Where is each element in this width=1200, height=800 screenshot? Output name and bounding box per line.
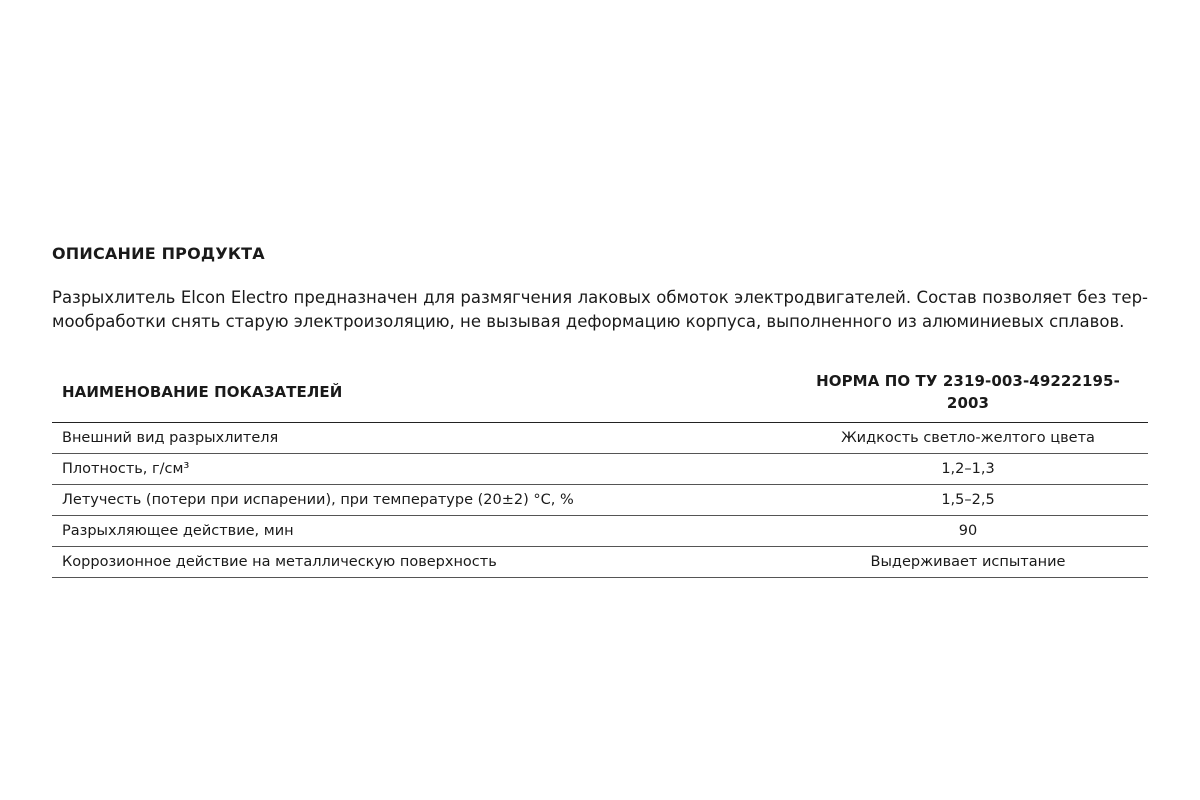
cell-norm-value: 1,5–2,5 [788,485,1148,516]
cell-norm-value: 90 [788,516,1148,547]
table-header-row [52,370,1148,423]
cell-indicator-name: Плотность, г/см³ [52,454,788,485]
product-description-section [52,240,1148,578]
table-row [52,423,1148,454]
cell-indicator-name: Внешний вид разрыхлителя [52,423,788,454]
table-row [52,485,1148,516]
cell-indicator-name: Летучесть (потери при испарении), при температуре (20±2) °С, % [52,485,788,516]
table-row [52,547,1148,578]
header-indicator-name: НАИМЕНОВАНИЕ ПОКАЗАТЕЛЕЙ [52,370,788,423]
section-title: ОПИСАНИЕ ПРОДУКТА [52,244,265,263]
table-row [52,454,1148,485]
cell-norm-value: 1,2–1,3 [788,454,1148,485]
product-description: Разрыхлитель Elcon Electro предназначен для размягчения лаковых обмоток электродвигателей. Состав позволяет без тер-мообработки снять старую электроизоляцию, не вызывая деформацию корпуса, выполненного из алюминиевых сплавов. [52,288,1148,331]
header-norm-value: НОРМА ПО ТУ 2319-003-49222195-2003 [788,370,1148,423]
specifications-table [52,370,1148,578]
table-row [52,516,1148,547]
cell-indicator-name: Разрыхляющее действие, мин [52,516,788,547]
cell-indicator-name: Коррозионное действие на металлическую поверхность [52,547,788,578]
cell-norm-value: Выдерживает испытание [788,547,1148,578]
cell-norm-value: Жидкость светло-желтого цвета [788,423,1148,454]
